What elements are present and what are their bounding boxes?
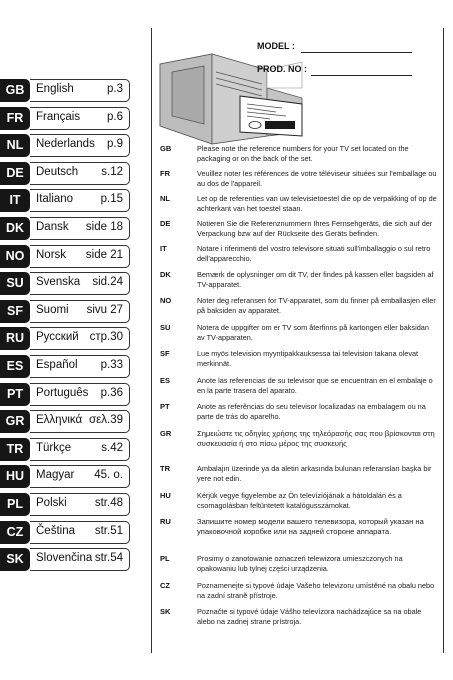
instruction-text: Σημειώστε τις οδηγίες χρήσης της τηλεόρασής σας που βρίσκονται στη συσκευασία ή στο πίσω μέρος της συσκευής: [197, 429, 435, 448]
lang-row-ru[interactable]: [0, 327, 131, 350]
lang-code: ES: [0, 355, 30, 378]
lang-page: side 21: [85, 248, 123, 261]
instruction-text: Запишите номер модели вашего телевизора, который указан на упаковочной коробке или на задней стороне аппарата.: [197, 517, 424, 536]
lang-row-dk[interactable]: [0, 217, 131, 240]
lang-box: [30, 383, 130, 406]
lang-page: p.6: [107, 110, 123, 123]
instruction-text: Poznačte si typové údaje Vášho televízora nachádzajúce sa na obale alebo na zadnej strane prístroja.: [197, 607, 422, 626]
lang-page: str.51: [94, 524, 123, 537]
lang-name: Dansk: [36, 220, 69, 233]
lang-name: Русский: [36, 331, 79, 344]
instruction-text: Bemærk de oplysninger om dit TV, der findes på kassen eller bagsiden af TV-apparatet.: [197, 270, 434, 289]
instruction-text: Veuillez noter les références de votre téléviseur situées sur l'emballage ou au dos de l'appareil.: [197, 169, 437, 188]
lang-box: [30, 272, 130, 295]
lang-name: Čeština: [36, 524, 75, 537]
lang-page: side 18: [85, 220, 123, 233]
lang-page: sid.24: [92, 276, 123, 289]
instruction-text: Let op de referenties van uw televisietoestel die op de verpakking of op de achterkant van het toestel staan.: [197, 194, 437, 213]
lang-name: Ελληνικά: [36, 414, 83, 427]
lang-code: PT: [0, 383, 30, 406]
lang-code: GB: [0, 79, 30, 102]
lang-page: p.9: [107, 138, 123, 151]
lang-page: p.33: [100, 358, 123, 371]
reference-panel: [151, 28, 444, 653]
instruction-code: TR: [160, 464, 170, 473]
instruction-code: CZ: [160, 581, 170, 590]
lang-name: Nederlands: [36, 138, 95, 151]
lang-box: [30, 189, 130, 212]
language-index: [0, 79, 131, 576]
instruction-text: Lue myös television myyntipakkauksessa tai television takana olevat merkinnät.: [197, 349, 419, 368]
lang-name: Türkçe: [36, 441, 72, 454]
lang-page: p.15: [100, 193, 123, 206]
lang-name: Español: [36, 358, 78, 371]
lang-code: CZ: [0, 521, 30, 544]
lang-box: [30, 217, 130, 240]
lang-name: Magyar: [36, 469, 75, 482]
instruction-code: IT: [160, 244, 167, 253]
instruction-text: Ambalajın üzerinde ya da aletin arkasında bulunan referansları başka bir yere not edin.: [197, 464, 432, 483]
lang-row-fr[interactable]: [0, 107, 131, 130]
model-label: MODEL :: [257, 41, 295, 51]
lang-row-pl[interactable]: [0, 493, 131, 516]
lang-page: str.54: [94, 552, 123, 565]
lang-page: 45. o.: [94, 469, 123, 482]
lang-row-cz[interactable]: [0, 521, 131, 544]
instruction-text: Notare i riferimenti del vostro televisore situati sull'imballaggio o sul retro dell'apparecchio.: [197, 244, 431, 263]
lang-page: str.48: [94, 496, 123, 509]
lang-page: sivu 27: [86, 303, 123, 316]
prod-no-label: PROD. NO :: [257, 64, 308, 74]
lang-box: [30, 327, 130, 350]
lang-box: [30, 79, 130, 102]
lang-row-hu[interactable]: [0, 465, 131, 488]
lang-code: HU: [0, 465, 30, 488]
instruction-code: SK: [160, 607, 171, 616]
instruction-code: RU: [160, 517, 171, 526]
instruction-code: PT: [160, 402, 170, 411]
instruction-code: GB: [160, 144, 172, 153]
lang-row-it[interactable]: [0, 189, 131, 212]
instruction-code: DK: [160, 270, 171, 279]
lang-row-gr[interactable]: [0, 410, 131, 433]
lang-box: [30, 410, 130, 433]
instruction-code: SU: [160, 323, 171, 332]
lang-box: [30, 355, 130, 378]
lang-code: TR: [0, 438, 30, 461]
lang-code: SK: [0, 548, 30, 571]
lang-name: Svenska: [36, 276, 81, 289]
instruction-code: NL: [160, 194, 170, 203]
lang-box: [30, 162, 130, 185]
lang-row-gb[interactable]: [0, 79, 131, 102]
instruction-text: Anote as referências do seu televisor localizadas na embalagem ou na parte de trás do aparelho.: [197, 402, 426, 421]
lang-code: SF: [0, 300, 30, 323]
lang-code: IT: [0, 189, 30, 212]
prod-no-field-line[interactable]: [311, 75, 412, 76]
instruction-code: HU: [160, 491, 171, 500]
lang-name: Português: [36, 386, 89, 399]
lang-page: s.12: [101, 165, 123, 178]
instruction-code: ES: [160, 376, 171, 385]
lang-box: [30, 521, 130, 544]
lang-name: Polski: [36, 496, 67, 509]
lang-page: p.3: [107, 83, 123, 95]
lang-code: PL: [0, 493, 30, 516]
lang-box: [30, 245, 130, 268]
lang-row-sk[interactable]: [0, 548, 131, 571]
lang-box: [30, 107, 130, 130]
lang-box: [30, 438, 130, 461]
lang-code: NL: [0, 134, 30, 157]
lang-name: Deutsch: [36, 165, 79, 178]
lang-name: English: [36, 83, 74, 95]
instruction-text: Anote las referencias de su televisor que se encuentran en el embalaje o en la parte trasera del aparato.: [197, 376, 433, 395]
lang-code: GR: [0, 410, 30, 433]
lang-name: Français: [36, 110, 81, 123]
lang-row-su[interactable]: [0, 272, 131, 295]
instruction-code: GR: [160, 429, 172, 438]
lang-box: [30, 300, 130, 323]
lang-page: σελ.39: [89, 414, 123, 427]
lang-row-de[interactable]: [0, 162, 131, 185]
lang-box: [30, 493, 130, 516]
lang-row-pt[interactable]: [0, 383, 131, 406]
lang-box: [30, 548, 130, 571]
lang-box: [30, 134, 130, 157]
model-field-line[interactable]: [301, 52, 412, 53]
instruction-text: Kérjük vegye figyelembe az Ön televíziójának a hátoldalán és a csomagolásban feltüntetett katalógusszámokat.: [197, 491, 402, 510]
instruction-code: PL: [160, 554, 170, 563]
lang-page: стр.30: [89, 331, 123, 344]
instruction-code: DE: [160, 219, 171, 228]
instruction-code: SF: [160, 349, 170, 358]
lang-row-nl[interactable]: [0, 134, 131, 157]
lang-code: FR: [0, 107, 30, 130]
instruction-code: FR: [160, 169, 170, 178]
instruction-text: Please note the reference numbers for your TV set located on the packaging or on the back of the set.: [197, 144, 409, 163]
lang-name: Suomi: [36, 303, 69, 316]
lang-code: DK: [0, 217, 30, 240]
lang-row-tr[interactable]: [0, 438, 131, 461]
instruction-text: Poznamenejte si typové údaje Vašeho televizoru umístěné na obalu nebo na zadní straně přístroje.: [197, 581, 435, 600]
instruction-text: Notera de uppgifter om er TV som återfinns på kartongen eller baksidan av TV-apparaten.: [197, 323, 429, 342]
lang-name: Slovenčina: [36, 552, 93, 565]
instruction-code: NO: [160, 296, 172, 305]
lang-name: Italiano: [36, 193, 74, 206]
instruction-text: Notieren Sie die Referenznummern Ihres Fernsehgeräts, die sich auf der Verpackung bzw auf der Rückseite des Geräts befinden.: [197, 219, 433, 238]
lang-row-es[interactable]: [0, 355, 131, 378]
instruction-text: Noter deg referansen for TV-apparatet, som du finner på emballasjen eller på baksiden av apparatet.: [197, 296, 436, 315]
instruction-text: Prosimy o zanotowanie oznaczeń telewizora umieszczonych na opakowaniu lub tylnej części urządzenia.: [197, 554, 403, 573]
lang-box: [30, 465, 130, 488]
lang-row-no[interactable]: [0, 245, 131, 268]
lang-row-sf[interactable]: [0, 300, 131, 323]
lang-page: s.42: [101, 441, 123, 454]
lang-code: SU: [0, 272, 30, 295]
lang-code: DE: [0, 162, 30, 185]
lang-code: RU: [0, 327, 30, 350]
lang-page: p.36: [100, 386, 123, 399]
lang-name: Norsk: [36, 248, 67, 261]
lang-code: NO: [0, 245, 30, 268]
